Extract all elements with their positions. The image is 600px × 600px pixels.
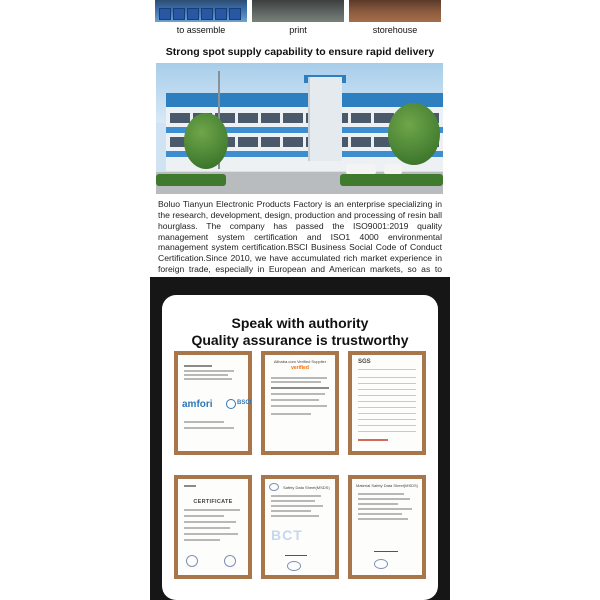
factory-photo [156,63,443,194]
storehouse-label: storehouse [372,25,418,35]
process-thumbnails [155,0,443,24]
supply-headline: Strong spot supply capability to ensure rapid delivery [165,46,435,58]
sgs-logo: SGS [358,359,371,365]
iso-certificate [174,475,252,579]
bsci-label: BSCI [237,400,252,406]
amfori-logo: amfori [182,399,213,410]
print-photo [252,0,344,22]
msds-heading-1: Safety Data Sheet(MSDS) [283,485,330,490]
alibaba-verified-certificate [261,351,339,455]
certificates-card [162,295,438,600]
print-label: print [289,25,307,35]
msds-certificate-2 [348,475,426,579]
assemble-label: to assemble [176,25,226,35]
msds-certificate-1 [261,475,339,579]
company-description: Boluo Tianyun Electronic Products Factory is an enterprise specializing in the research, development, design, production and processing of resin ball hourglass. The company has passed the ISO9001:2019 quality management system certification and ISO1 4000 environmental management system certification.BSCI Business Social Code of Conduct Certification.Since 2010, we have accumulated rich market experience in foreign trade, especially in European and American markets, so as to [158,199,442,275]
sgs-report-certificate [348,351,426,455]
quality-title: Quality assurance is trustworthy [191,332,409,348]
msds-heading-2: Material Safety Data Sheet(MSDS) [355,483,419,488]
certificate-heading: CERTIFICATE [193,499,233,505]
bsci-icon [226,399,236,409]
assemble-photo [155,0,247,22]
watermark-logo: BCT [271,527,303,543]
amfori-bsci-certificate [174,351,252,455]
storehouse-photo [349,0,441,22]
authority-title: Speak with authority [231,315,369,331]
alibaba-heading: Alibaba.com Verified Supplier [273,359,327,364]
verified-badge: verified [291,365,309,371]
